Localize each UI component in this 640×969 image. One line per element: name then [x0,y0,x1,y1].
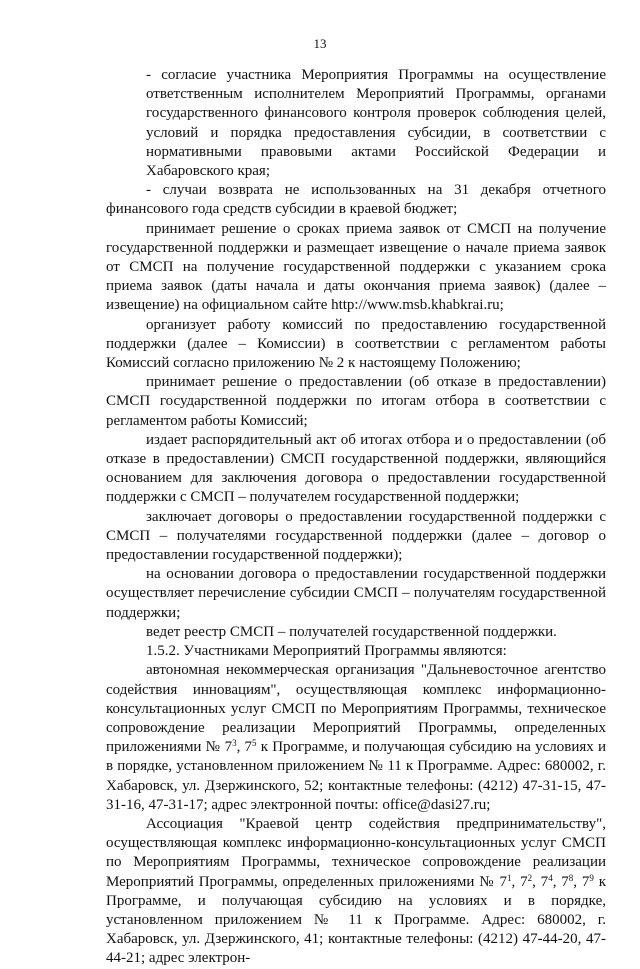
paragraph-recipients-register: ведет реестр СМСП – получателей государственной поддержки. [146,623,557,640]
paragraph-support-decision: принимает решение о предоставлении (об отказе в предоставлении) СМСП государственной поддержки по итогам отбора в соответствии с регламентом работы Комиссий; [106,374,606,429]
document-body [106,66,606,969]
paragraph-commission-work: организует работу комиссий по предоставлению государственной поддержки (далее – Комиссии) в соответствии с регламентом работы Комиссий согласно приложению № 2 к настоящему Положению; [106,316,606,372]
paragraph-consent: - согласие участника Мероприятия Программы на осуществление ответственным исполнителем Мероприятий Программы, органами государственного финансового контроля проверок соблюдения целей, условий и порядка предоставления субсидии, в соответствии с нормативными правовыми актами Российской Федерации и Хабаровского края; [146,67,606,180]
paragraph-program-participants: 1.5.2. Участниками Мероприятий Программы являются: [146,643,507,660]
paragraph-participant-association: Ассоциация "Краевой центр содействия предпринимательству", осуществляющая комплекс информационно-консультационных услуг СМСП по Мероприятиям Программы, техническое сопровождение реализации Мероприятий Программы, определенных приложениями № $7^1$, $7^2$, $7^4$, $7^8$, $7^9$ к Программе, и получающая субсидию на условиях и в порядке, установленном приложением № 11 к Программе. Адрес: 680002, г. Хабаровск, ул. Дзержинского, 41; контактные телефоны: (4212) 47-44-20, 47-44-21; адрес электрон- [106,815,607,967]
page-number: 13 [313,36,327,51]
paragraph-support-agreements: заключает договоры о предоставлении государственной поддержки с СМСП – получателями государственной поддержки (далее – договор о предоставлении государственной поддержки); [106,508,606,564]
paragraph-administrative-act: издает распорядительный акт об итогах отбора и о предоставлении (об отказе в предоставлении) СМСП государственной поддержки, являющийся основанием для заключения договора о предоставлении государственной поддержки с СМСП – получателем государственной поддержки; [106,431,606,506]
paragraph-application-deadlines: принимает решение о сроках приема заявок от СМСП на получение государственной поддержки и размещает извещение о начале приема заявок от СМСП на получение государственной поддержки с указанием срока приема заявок (даты начала и даты окончания приема заявок) (далее – извещение) на официальном сайте http://www.msb.khabkrai.ru; [106,220,606,314]
paragraph-participant-agency: автономная некоммерческая организация "Дальневосточное агентство содействия инновациям", осуществляющая комплекс информационно-консультационных услуг СМСП по Мероприятиям Программы, техническое сопровождение реализации Мероприятий Программы, определенных приложениями № $7^3$, $7^5$ к Программе, и получающая субсидию на условиях и в порядке, установленном приложением № 11 к Программе. Адрес: 680002, г. Хабаровск, ул. Дзержинского, 52; контактные телефоны: (4212) 47-31-15, 47-31-16, 47-31-17; адрес электронной почты: office@dasi27.ru; [106,662,606,813]
paragraph-subsidy-transfer: на основании договора о предоставлении государственной поддержки осуществляет перечисление субсидии СМСП – получателям государственной поддержки; [106,566,606,621]
paragraph-refund-cases: - случаи возврата не использованных на 31 декабря отчетного финансового года средств субсидии в краевой бюджет; [106,182,606,218]
